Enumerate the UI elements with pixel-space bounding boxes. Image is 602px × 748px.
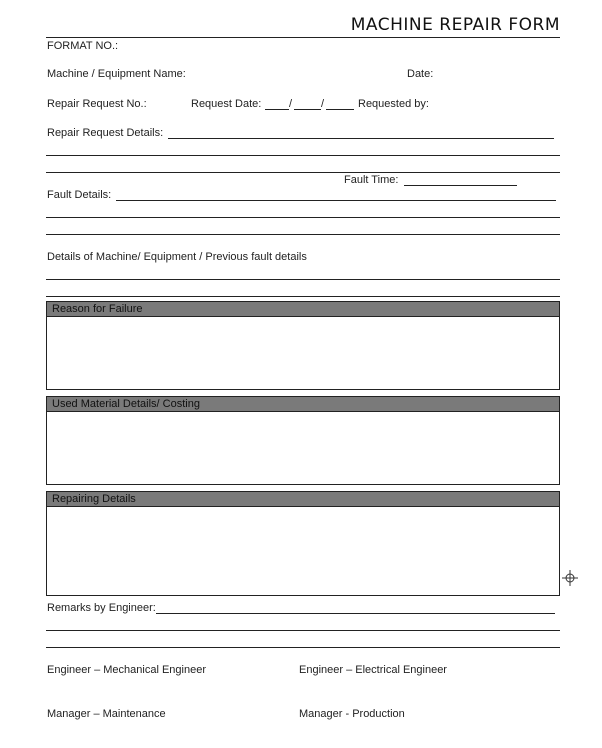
request-date-label: Request Date:	[191, 98, 262, 110]
request-date-month-field[interactable]	[294, 109, 321, 110]
section-heading: Repairing Details	[47, 492, 559, 507]
machine-details-line[interactable]	[46, 279, 560, 280]
reason-for-failure-box[interactable]	[46, 301, 560, 390]
date-label: Date:	[407, 68, 434, 80]
sign-mechanical-engineer: Engineer – Mechanical Engineer	[47, 664, 206, 676]
remarks-line[interactable]	[46, 630, 560, 631]
crosshair-icon	[562, 570, 578, 586]
remarks-field[interactable]	[156, 613, 555, 614]
fault-details-field[interactable]	[116, 200, 556, 201]
repair-request-details-line[interactable]	[46, 172, 560, 173]
section-heading: Reason for Failure	[47, 302, 559, 317]
date-separator: /	[321, 98, 325, 110]
remarks-label: Remarks by Engineer:	[47, 602, 156, 614]
sign-manager-production: Manager - Production	[299, 708, 405, 720]
section-heading: Used Material Details/ Costing	[47, 397, 559, 412]
used-material-box[interactable]	[46, 396, 560, 485]
repair-request-details-field[interactable]	[168, 138, 554, 139]
sign-electrical-engineer: Engineer – Electrical Engineer	[299, 664, 447, 676]
machine-details-label: Details of Machine/ Equipment / Previous fault details	[47, 251, 307, 263]
sign-manager-maintenance: Manager – Maintenance	[47, 708, 166, 720]
fault-details-line[interactable]	[46, 234, 560, 235]
remarks-line[interactable]	[46, 647, 560, 648]
repair-request-details-label: Repair Request Details:	[47, 127, 164, 139]
fault-details-label: Fault Details:	[47, 189, 112, 201]
format-no-label: FORMAT NO.:	[47, 40, 119, 52]
requested-by-label: Requested by:	[358, 98, 429, 110]
fault-time-field[interactable]	[404, 185, 517, 186]
repairing-details-box[interactable]	[46, 491, 560, 596]
request-date-year-field[interactable]	[326, 109, 354, 110]
title-rule	[46, 37, 560, 38]
fault-details-line[interactable]	[46, 217, 560, 218]
repair-request-details-line[interactable]	[46, 155, 560, 156]
machine-details-line[interactable]	[46, 296, 560, 297]
fault-time-label: Fault Time:	[344, 174, 399, 186]
form-title: MACHINE REPAIR FORM	[350, 15, 560, 35]
date-separator: /	[289, 98, 293, 110]
request-date-day-field[interactable]	[265, 109, 289, 110]
machine-name-label: Machine / Equipment Name:	[47, 68, 186, 80]
repair-request-no-label: Repair Request No.:	[47, 98, 147, 110]
